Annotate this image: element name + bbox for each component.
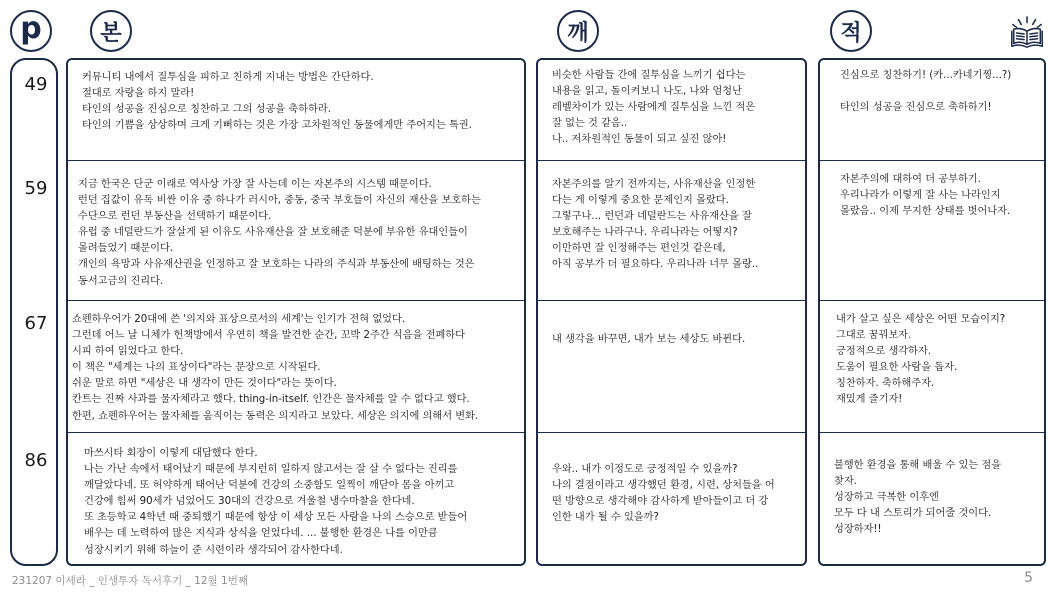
- page-number: 86: [24, 450, 48, 471]
- page-number: 67: [24, 313, 48, 334]
- bon-text: 지금 한국은 단군 이래로 역사상 가장 잘 사는데 이는 자본주의 시스템 때문이다. 런던 집값이 유독 비싼 이유 중 하나가 러시아, 중동, 중국 부호들이 자신의 재산을 보호하는 수단으로 런던 부동산을 선택하기 때문이다. 유럽 중 네덜란드가 잘살게 된 이유도 사유재산을 잘 보호해준 덕분에 부유한 유대인들이 몰려들었기 때문이다. 개인의 욕망과 사유재산권을 인정하고 잘 보호하는 나라의 주식과 부동산에 배팅하는 것은 동서고금의 진리다.: [78, 179, 481, 287]
- jeok-text: 불행한 환경을 통해 배울 수 있는 점을 찾자. 성장하고 극복한 이후엔 모두 다 내 스토리가 되어줄 것이다. 성장하자!!: [834, 460, 1002, 536]
- jeok-text: 진심으로 칭찬하기! (카...카네기찡...?) 타인의 성공을 진심으로 축하하기!: [840, 70, 1012, 114]
- kkae-text: 내 생각을 바꾸면, 내가 보는 세상도 바뀐다.: [552, 334, 746, 345]
- bon-column: [66, 58, 526, 566]
- page-number: 59: [24, 178, 48, 199]
- row-divider: [68, 160, 524, 161]
- row-divider: [538, 160, 805, 161]
- bon-text: 마쓰시타 회장이 이렇게 대답했다 한다. 나는 가난 속에서 태어났기 때문에 부지런히 일하지 않고서는 잘 살 수 없다는 진리를 깨달았다네. 또 허약하게 태어난 덕분에 건강의 소중함도 일찍이 깨닫아 몸을 아끼고 건강에 힘써 90세가 넘었어도 30대의 건강으로 겨울철 냉수마찰을 한다네. 또 초등학교 4학년 때 중퇴했기 때문에 항상 이 세상 모든 사람을 나의 스승으로 받들어 배우는 데 노력하여 많은 지식과 상식을 얻었다네. ... 불행한 환경은 나를 이만큼 성장시키기 위해 하늘이 준 시련이라 생각되어 감사한다네.: [84, 448, 468, 556]
- row-divider: [538, 432, 805, 433]
- row-divider: [820, 160, 1044, 161]
- row-divider: [68, 432, 524, 433]
- jeok-text: 내가 살고 싶은 세상은 어떤 모습이지? 그대로 꿈꿔보자. 긍정적으로 생각하자. 도움이 필요한 사람을 돕자. 칭찬하자. 축하해주자. 재밌게 즐기자!: [836, 314, 1006, 406]
- bon-text: 커뮤니티 내에서 질투심을 피하고 친하게 지내는 방법은 간단하다. 절대로 자랑을 하지 말라! 타인의 성공을 진심으로 칭찬하고 그의 성공을 축하하라. 타인의 기쁨을 상상하며 크게 기뻐하는 것은 가장 고차원적인 동물에게만 주어지는 특권.: [82, 72, 472, 132]
- row-divider: [538, 300, 805, 301]
- page-number-column: [10, 58, 58, 566]
- logo-p: p: [10, 10, 52, 52]
- bon-text: 쇼펜하우어가 20대에 쓴 '의지와 표상으로서의 세계'는 인기가 전혀 없었다. 그런데 어느 날 니체가 헌책방에서 우연히 책을 발견한 순간, 꼬박 2주간 식음을 전폐하다 시피 하여 읽었다고 한다. 이 책은 "세계는 나의 표상이다"라는 문장으로 시작된다. 쉬운 말로 하면 "세상은 내 생각이 만든 것이다"라는 뜻이다. 칸트는 진짜 사과를 물자체라고 했다. thing-in-itself. 인간은 물자체를 알 수 없다고 했다. 한편, 쇼펜하우어는 물자체를 움직이는 동력은 의지라고 보았다. 세상은 의지에 의해서 변화.: [72, 314, 479, 422]
- page-number: 49: [24, 74, 48, 95]
- open-book-icon: [1008, 14, 1046, 52]
- row-divider: [820, 432, 1044, 433]
- kkae-text: 자본주의를 알기 전까지는, 사유재산을 인정한 다는 게 이렇게 중요한 문제인지 몰랐다. 그렇구나... 런던과 네덜란드는 사유재산을 잘 보호해주는 나라구나. 우리나라는 어떻지? 이만하면 잘 인정해주는 편인것 같은데, 아직 공부가 더 필요하다. 우리나라 너무 몰랑..: [552, 179, 759, 271]
- row-divider: [68, 300, 524, 301]
- kkae-column: [536, 58, 807, 566]
- kkae-text: 우와.. 내가 이정도로 긍정적일 수 있을까? 나의 결점이라고 생각했던 환경, 시련, 상처들을 어 떤 방향으로 생각해야 감사하게 받아들이고 더 강 인한 내가 될 수 있을까?: [552, 464, 775, 524]
- column-header-bon: 본: [90, 10, 132, 52]
- column-header-kkae: 깨: [557, 10, 599, 52]
- column-header-jeok: 적: [830, 10, 872, 52]
- row-divider: [820, 300, 1044, 301]
- jeok-column: [818, 58, 1046, 566]
- slide-page-number: 5: [1024, 570, 1033, 586]
- footer-caption: 231207 이세라 _ 인생투자 독서후기 _ 12월 1번째: [12, 575, 248, 587]
- jeok-text: 자본주의에 대하여 더 공부하기. 우리나라가 이렇게 잘 사는 나라인지 몰랐음.. 이제 무지한 상태를 벗어나자.: [840, 174, 1011, 218]
- kkae-text: 비슷한 사람들 간에 질투심을 느끼기 쉽다는 내용을 읽고, 돌이켜보니 나도, 나와 엄청난 레벨차이가 있는 사람에게 질투심을 느낀 적은 잘 없는 것 같음.. 나.. 저차원적인 동물이 되고 싶진 않아!: [552, 70, 756, 146]
